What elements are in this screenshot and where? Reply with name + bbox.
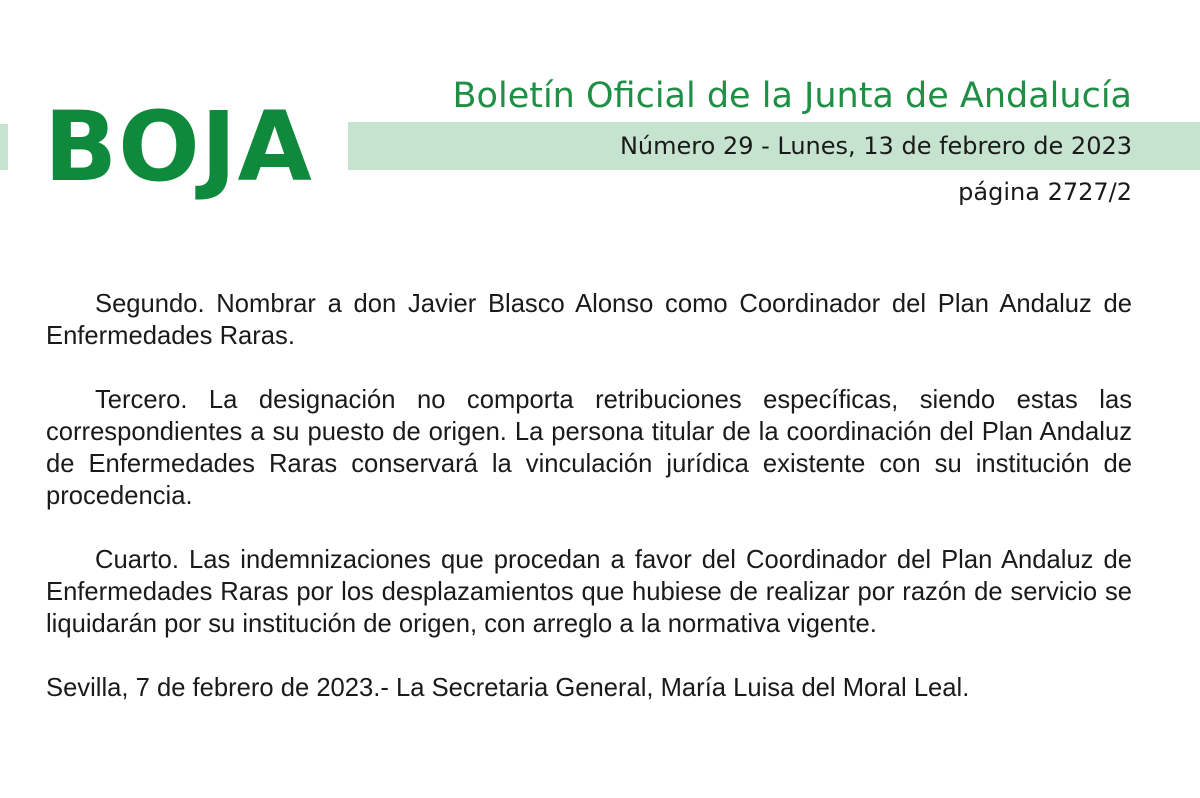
paragraph-tercero: Tercero. La designación no comporta retribuciones específicas, siendo estas las correspondientes a su puesto de origen. La persona titular de la coordinación del Plan Andaluz de Enfermedades Raras conservará la vinculación jurídica existente con su institución de procedencia. bbox=[46, 386, 1132, 510]
page-reference: página 2727/2 bbox=[958, 178, 1132, 206]
left-decorative-band bbox=[0, 124, 8, 170]
paragraph-cuarto: Cuarto. Las indemnizaciones que procedan a favor del Coordinador del Plan Andaluz de Enfermedades Raras por los desplazamientos que hubiese de realizar por razón de servicio se liquidarán por su institución de origen, con arreglo a la normativa vigente. bbox=[46, 546, 1132, 638]
paragraph-segundo: Segundo. Nombrar a don Javier Blasco Alonso como Coordinador del Plan Andaluz de Enfermedades Raras. bbox=[46, 290, 1132, 350]
signature-line: Sevilla, 7 de febrero de 2023.- La Secretaria General, María Luisa del Moral Leal. bbox=[46, 674, 970, 702]
boja-logo: BOJA bbox=[44, 91, 313, 203]
issue-number-date: Número 29 - Lunes, 13 de febrero de 2023 bbox=[619, 132, 1132, 160]
bulletin-title: Boletín Oficial de la Junta de Andalucía bbox=[452, 76, 1132, 116]
document-body bbox=[46, 288, 1132, 704]
